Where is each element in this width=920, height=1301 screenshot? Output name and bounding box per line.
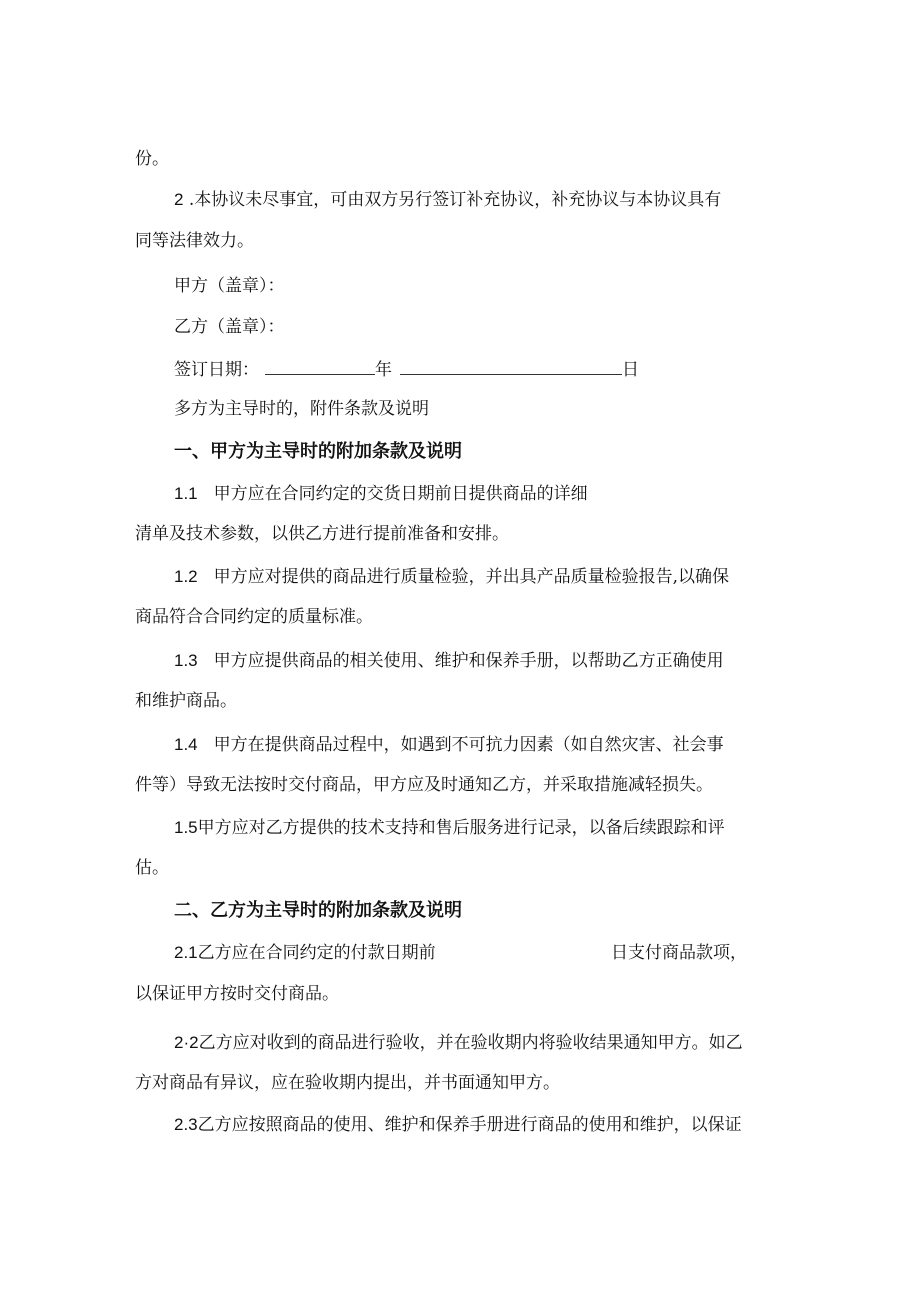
paragraph-line: 方对商品有异议，应在验收期内提出，并书面通知甲方。 bbox=[135, 1073, 560, 1093]
sign-date-line bbox=[174, 357, 639, 381]
paragraph-line: 多方为主导时的，附件条款及说明 bbox=[174, 399, 429, 419]
day-label: 日 bbox=[622, 360, 639, 380]
clause-number: 1.5 bbox=[174, 818, 198, 837]
clause-text: 甲方应对乙方提供的技术支持和售后服务进行记录，以备后续跟踪和评 bbox=[197, 818, 725, 838]
clause-number: 2 bbox=[174, 190, 184, 209]
sign-date-label: 签订日期： bbox=[174, 360, 259, 380]
clause-number: 2.3 bbox=[174, 1115, 198, 1134]
clause-2-3 bbox=[174, 1114, 742, 1136]
clause-text: 乙方应在合同约定的付款日期前 bbox=[197, 943, 436, 963]
year-label: 年 bbox=[375, 360, 392, 380]
clause-1-2 bbox=[174, 566, 729, 588]
clause-text: 甲方应提供商品的相关使用、维护和保养手册，以帮助乙方正确使用 bbox=[213, 651, 724, 671]
paragraph-line: 和维护商品。 bbox=[135, 691, 237, 711]
clause-2-2 bbox=[174, 1032, 743, 1054]
paragraph-line: 以保证甲方按时交付商品。 bbox=[135, 984, 339, 1004]
clause-number: 1.4 bbox=[174, 735, 198, 754]
paragraph-line bbox=[174, 189, 721, 211]
clause-text: .本协议未尽事宜，可由双方另行签订补充协议，补充协议与本协议具有 bbox=[183, 190, 722, 210]
clause-1-1 bbox=[174, 483, 588, 505]
paragraph-line: 份。 bbox=[135, 149, 169, 169]
party-b-seal-label: 乙方（盖章）： bbox=[174, 317, 285, 337]
clause-text: 甲方应在合同约定的交货日期前日提供商品的详细 bbox=[213, 484, 588, 504]
paragraph-line: 件等）导致无法按时交付商品，甲方应及时通知乙方，并采取措施减轻损失。 bbox=[135, 775, 713, 795]
clause-number: 2.1 bbox=[174, 943, 198, 962]
clause-number: 1.3 bbox=[174, 651, 198, 670]
clause-number: 1.1 bbox=[174, 484, 198, 503]
day-blank bbox=[400, 357, 622, 375]
paragraph-line: 同等法律效力。 bbox=[135, 231, 254, 251]
clause-1-5 bbox=[174, 817, 725, 839]
clause-text: 乙方应按照商品的使用、维护和保养手册进行商品的使用和维护，以保证 bbox=[197, 1115, 742, 1135]
paragraph-line: 估。 bbox=[135, 858, 169, 878]
section-heading-1: 一、甲方为主导时的附加条款及说明 bbox=[174, 441, 462, 462]
clause-number: 1.2 bbox=[174, 567, 198, 586]
party-a-seal-label: 甲方（盖章）： bbox=[174, 276, 285, 296]
clause-2-1 bbox=[174, 942, 436, 964]
clause-1-3 bbox=[174, 650, 724, 672]
clause-2-1-tail: 日支付商品款项， bbox=[611, 943, 747, 963]
clause-number: 2·2 bbox=[174, 1033, 199, 1052]
clause-text: 甲方应对提供的商品进行质量检验，并出具产品质量检验报告,以确保 bbox=[213, 567, 730, 587]
paragraph-line: 商品符合合同约定的质量标准。 bbox=[135, 607, 373, 627]
clause-1-4 bbox=[174, 734, 724, 756]
section-heading-2: 二、乙方为主导时的附加条款及说明 bbox=[174, 900, 462, 921]
year-blank bbox=[265, 357, 375, 375]
clause-text: 乙方应对收到的商品进行验收，并在验收期内将验收结果通知甲方。如乙 bbox=[198, 1033, 743, 1053]
clause-text: 甲方在提供商品过程中，如遇到不可抗力因素（如自然灾害、社会事 bbox=[213, 735, 724, 755]
paragraph-line: 清单及技术参数，以供乙方进行提前准备和安排。 bbox=[135, 524, 509, 544]
